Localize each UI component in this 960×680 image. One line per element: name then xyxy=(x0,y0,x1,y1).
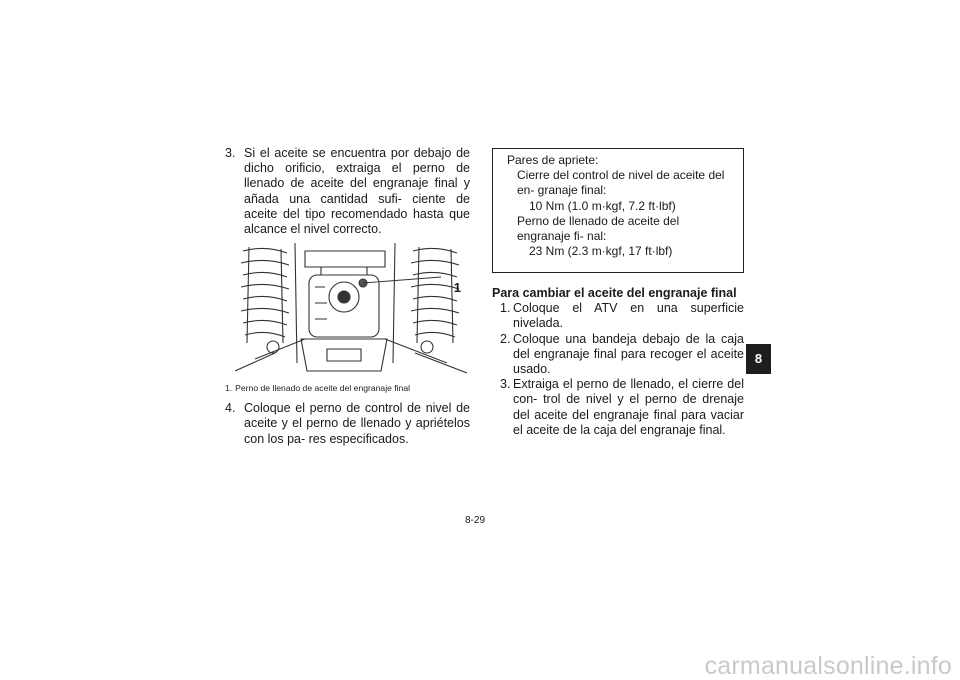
torque-spec-box xyxy=(492,148,744,273)
step-4 xyxy=(225,401,470,447)
step-text: Coloque una bandeja debajo de la caja del engranaje final para recoger el aceite usado. xyxy=(513,331,744,377)
caption-number: 1. xyxy=(225,383,233,394)
caption-text: Perno de llenado de aceite del engranaje final xyxy=(235,383,411,394)
torque-item2-label: Perno de llenado de aceite del engranaje fi- nal: xyxy=(517,213,680,244)
page-number: 8-29 xyxy=(465,515,486,526)
step-number: 3. xyxy=(225,146,236,160)
step-number: 2. xyxy=(500,331,511,346)
left-column xyxy=(225,146,470,447)
torque-item2-value: 23 Nm (2.3 m·kgf, 17 ft·lbf) xyxy=(529,244,673,259)
step-text: Extraiga el perno de llenado, el cierre del con- trol de nivel y el perno de drenaje del aceite del engranaje final para vaciar el aceite de la caja del engranaje final. xyxy=(513,377,744,437)
figure-callout-1: 1 xyxy=(453,280,461,296)
figure-caption xyxy=(225,383,470,394)
step-text: Coloque el perno de control de nivel de aceite y el perno de llenado y apriételos con los pa- res especificados. xyxy=(244,401,470,446)
change-step-1 xyxy=(492,301,744,331)
step-number: 1. xyxy=(500,301,511,316)
section-title: Para cambiar el aceite del engranaje final xyxy=(492,286,737,300)
torque-item1-label: Cierre del control de nivel de aceite del en- granaje final: xyxy=(517,168,725,198)
step-text: Si el aceite se encuentra por debajo de dicho orificio, extraiga el perno de llenado de aceite del engranaje final y añada una cantidad sufi- ciente de aceite del tipo recomendado hasta que alcance el nivel correcto. xyxy=(244,146,470,237)
change-steps-list xyxy=(492,301,744,438)
chapter-tab: 8 xyxy=(746,344,771,374)
final-gear-illustration xyxy=(235,243,467,383)
right-column xyxy=(492,148,744,438)
final-gear-figure xyxy=(235,243,467,383)
change-step-3 xyxy=(492,377,744,438)
step-3 xyxy=(225,146,470,237)
step-text: Coloque el ATV en una superficie nivelada. xyxy=(513,301,744,331)
torque-title: Pares de apriete: xyxy=(507,153,599,167)
change-step-2 xyxy=(492,332,744,378)
torque-item1-value: 10 Nm (1.0 m·kgf, 7.2 ft·lbf) xyxy=(529,198,676,213)
step-number: 4. xyxy=(225,401,236,416)
watermark: carmanualsonline.info xyxy=(704,651,952,680)
step-number: 3. xyxy=(500,377,511,392)
